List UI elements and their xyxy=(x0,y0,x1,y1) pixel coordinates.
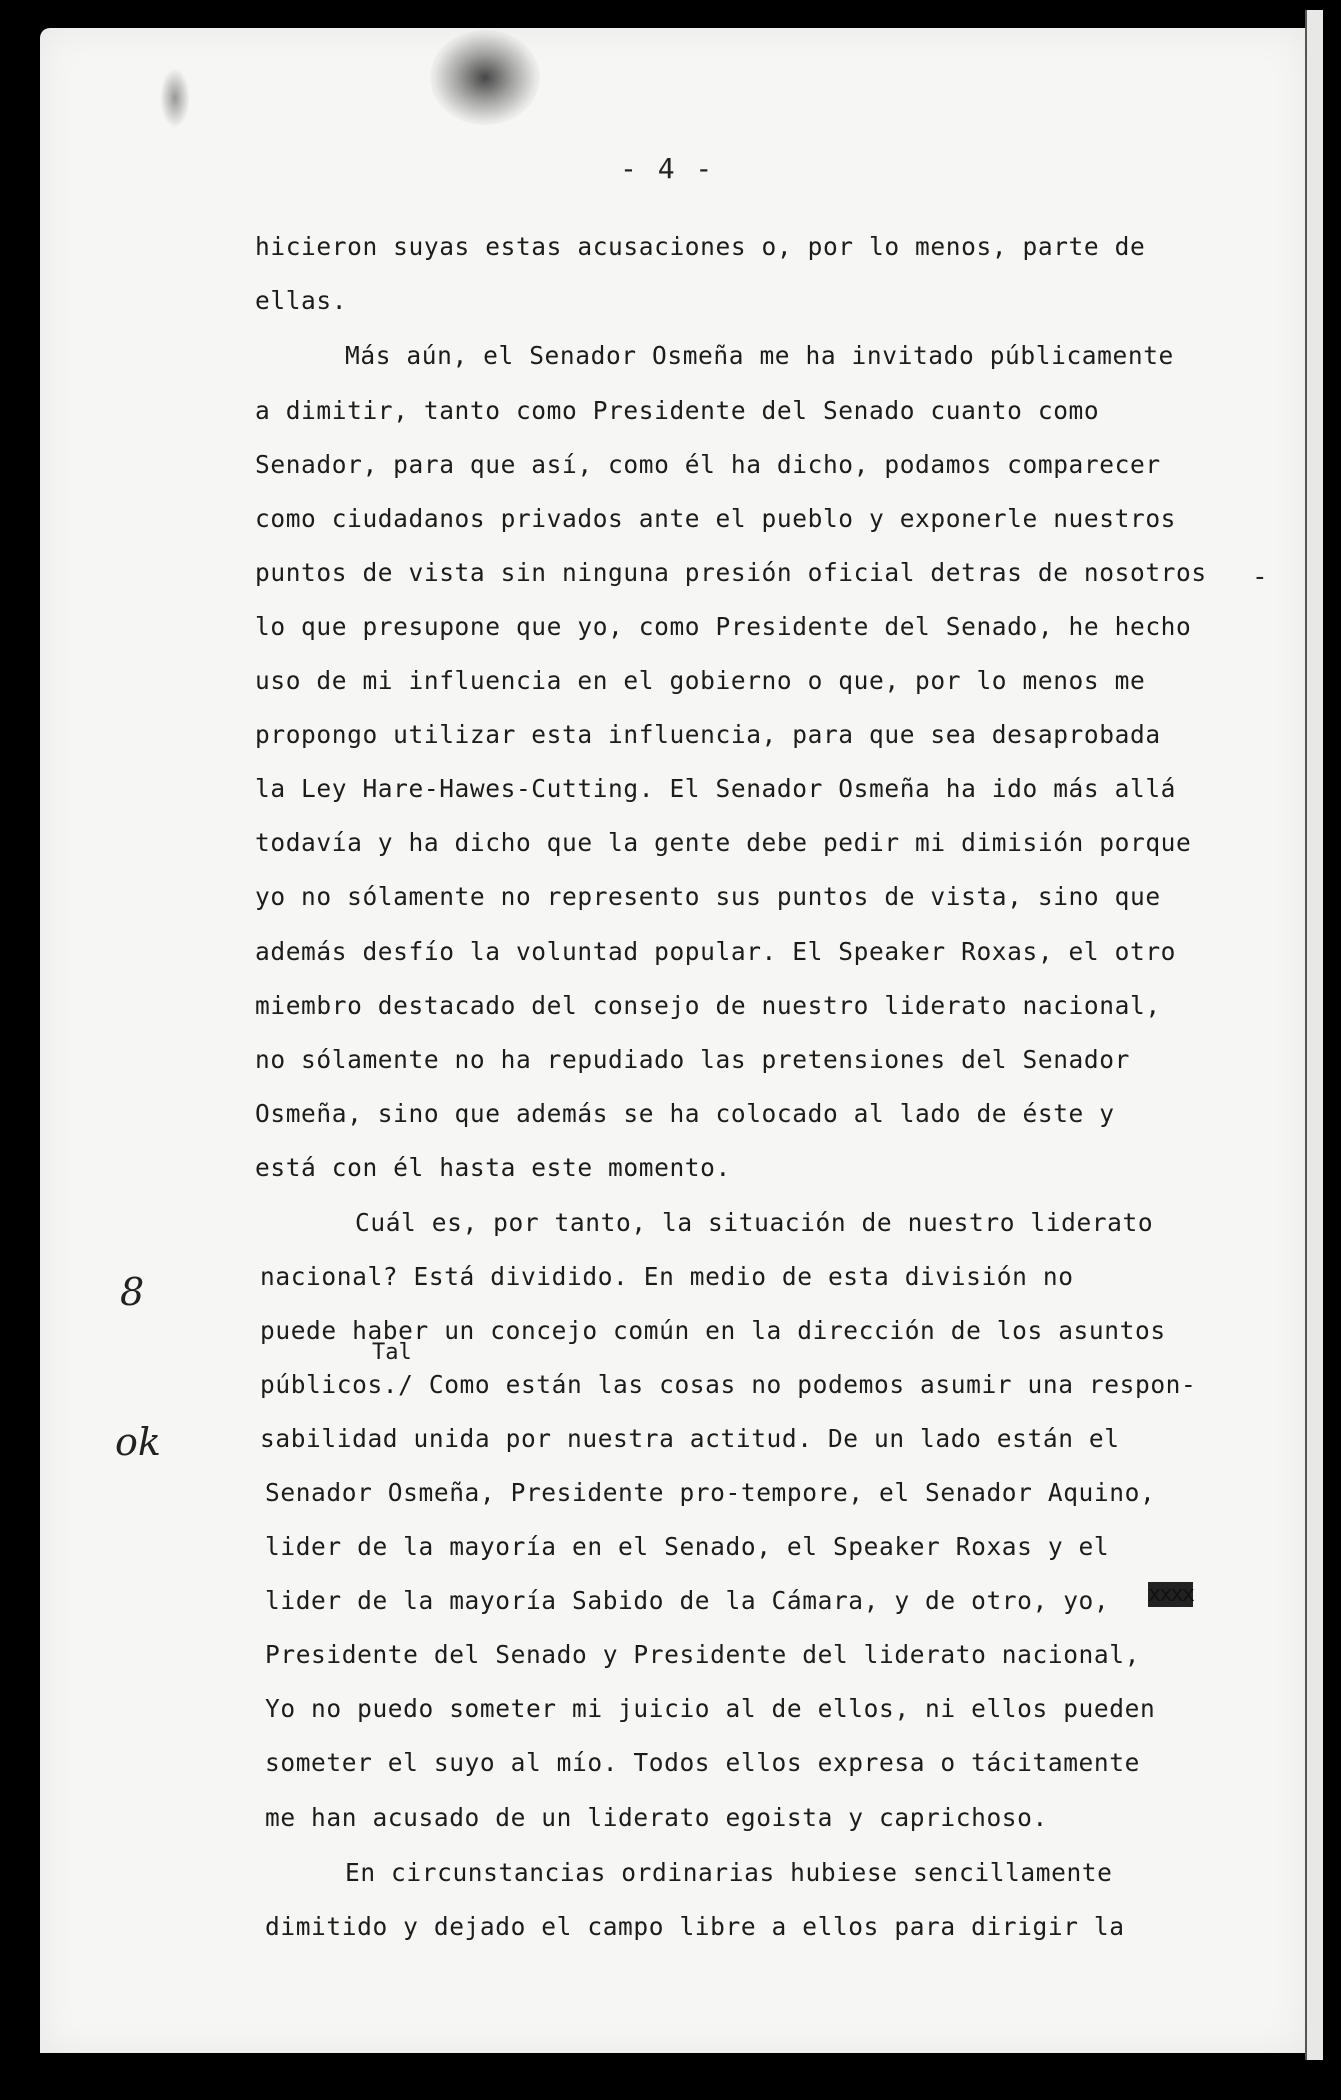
ink-speck xyxy=(160,68,190,128)
text-line: la Ley Hare-Hawes-Cutting. El Senador Osmeña ha ido más allá xyxy=(255,774,1177,803)
struck-out-text: xxxx xyxy=(1148,1582,1193,1607)
page-edge xyxy=(1305,10,1323,2060)
text-line: En circunstancias ordinarias hubiese sencillamente xyxy=(345,1858,1113,1887)
text-line: como ciudadanos privados ante el pueblo y exponerle nuestros xyxy=(255,504,1177,533)
text-line: además desfío la voluntad popular. El Speaker Roxas, el otro xyxy=(255,937,1177,966)
text-line: me han acusado de un liderato egoista y caprichoso. xyxy=(265,1803,1048,1832)
text-line: sabilidad unida por nuestra actitud. De un lado están el xyxy=(260,1424,1120,1453)
text-line: puede haber un concejo común en la dirección de los asuntos xyxy=(260,1316,1166,1345)
text-line: Osmeña, sino que además se ha colocado al lado de éste y xyxy=(255,1099,1115,1128)
text-line: someter el suyo al mío. Todos ellos expresa o tácitamente xyxy=(265,1748,1140,1777)
text-line: no sólamente no ha repudiado las pretensiones del Senador xyxy=(255,1045,1130,1074)
text-line: públicos./ Como están las cosas no podemos asumir una respon- xyxy=(260,1370,1197,1399)
page-number: - 4 - xyxy=(620,152,715,185)
text-line: Presidente del Senado y Presidente del liderato nacional, xyxy=(265,1640,1140,1669)
text-line: lider de la mayoría en el Senado, el Speaker Roxas y el xyxy=(265,1532,1110,1561)
ink-smudge xyxy=(430,30,540,125)
text-line: todavía y ha dicho que la gente debe pedir mi dimisión porque xyxy=(255,828,1192,857)
text-line: dimitido y dejado el campo libre a ellos para dirigir la xyxy=(265,1912,1125,1941)
interlinear-insert: Tal xyxy=(372,1340,412,1365)
text-line: miembro destacado del consejo de nuestro liderato nacional, xyxy=(255,991,1161,1020)
text-line: yo no sólamente no represento sus puntos de vista, sino que xyxy=(255,882,1161,911)
text-line: ellas. xyxy=(255,286,348,315)
text-line: lo que presupone que yo, como Presidente del Senado, he hecho xyxy=(255,612,1192,641)
text-line: Senador Osmeña, Presidente pro-tempore, el Senador Aquino, xyxy=(265,1478,1156,1507)
text-line: Yo no puedo someter mi juicio al de ellos, ni ellos pueden xyxy=(265,1694,1156,1723)
handwritten-margin-note: ok xyxy=(115,1420,161,1464)
margin-dash: - xyxy=(1252,562,1268,592)
text-line: Cuál es, por tanto, la situación de nuestro liderato xyxy=(355,1208,1154,1237)
text-line: propongo utilizar esta influencia, para que sea desaprobada xyxy=(255,720,1161,749)
text-line: puntos de vista sin ninguna presión oficial detras de nosotros xyxy=(255,558,1207,587)
text-line: lider de la mayoría Sabido de la Cámara, y de otro, yo, xyxy=(265,1586,1110,1615)
text-line: Senador, para que así, como él ha dicho, podamos comparecer xyxy=(255,450,1161,479)
handwritten-margin-note: 8 xyxy=(120,1270,145,1314)
text-line: hicieron suyas estas acusaciones o, por lo menos, parte de xyxy=(255,232,1146,261)
text-line: Más aún, el Senador Osmeña me ha invitado públicamente xyxy=(345,341,1174,370)
text-line: está con él hasta este momento. xyxy=(255,1153,731,1182)
text-line: nacional? Está dividido. En medio de esta división no xyxy=(260,1262,1074,1291)
text-line: uso de mi influencia en el gobierno o que, por lo menos me xyxy=(255,666,1146,695)
text-line: a dimitir, tanto como Presidente del Senado cuanto como xyxy=(255,396,1100,425)
